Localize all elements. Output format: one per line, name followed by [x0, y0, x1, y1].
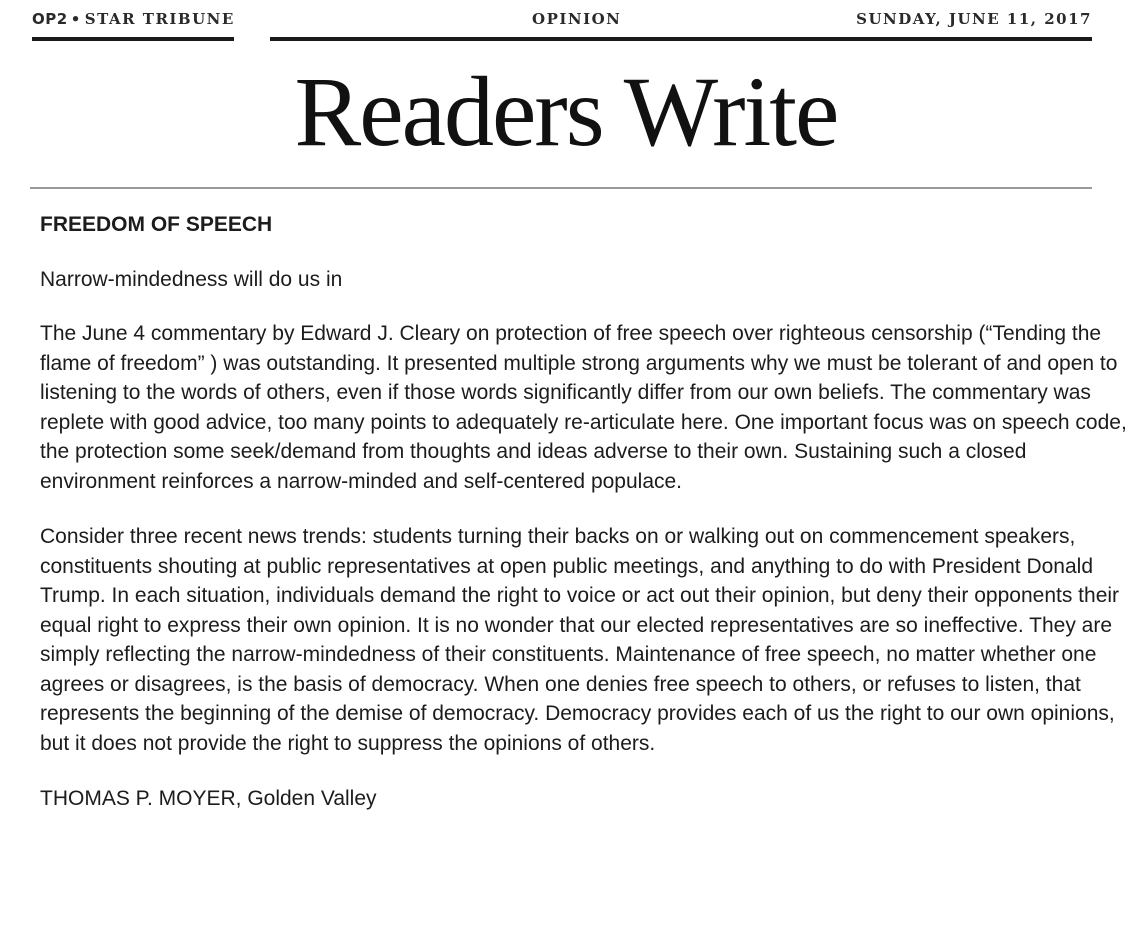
masthead-separator: •	[70, 10, 82, 28]
letter-subhead: Narrow-mindedness will do us in	[40, 267, 343, 291]
section-name: OPINION	[532, 10, 622, 28]
letter-paragraph-1: The June 4 commentary by Edward J. Cleary on protection of free speech over righteous censorship (“Tending the flame of freedom” ) was outstanding. It presented multiple strong arguments why we must be tolerant of and open to listening to the words of others, even if those words significantly differ from our own beliefs. The commentary was replete with good advice, too many points to adequately re-articulate here. One important focus was on speech code, the protection some seek/demand from thoughts and ideas adverse to their own. Sustaining such a closed environment reinforces a narrow-minded and self-centered populace.	[40, 322, 1127, 493]
letter-section-title: FREEDOM OF SPEECH	[40, 213, 273, 236]
page-number: OP2	[32, 10, 68, 28]
masthead-rule	[32, 37, 1092, 41]
page-headline: Readers Write	[294, 56, 838, 167]
letter-article	[40, 210, 1130, 814]
masthead-left	[32, 10, 235, 28]
headline-divider	[30, 187, 1092, 189]
masthead	[32, 10, 1092, 34]
publication-date: SUNDAY, JUNE 11, 2017	[856, 10, 1092, 28]
masthead-rule-gap	[234, 36, 270, 42]
publication-name: STAR TRIBUNE	[84, 10, 235, 28]
letter-signature: THOMAS P. MOYER, Golden Valley	[40, 787, 377, 810]
letter-paragraph-2: Consider three recent news trends: students turning their backs on or walking out on commencement speakers, constituents shouting at public representatives at open public meetings, and anything to do with President Donald Trump. In each situation, individuals demand the right to voice or act out their opinion, but deny their opponents their equal right to express their own opinion. It is no wonder that our elected representatives are so ineffective. They are simply reflecting the narrow-mindedness of their constituents. Maintenance of free speech, no matter whether one agrees or disagrees, is the basis of democracy. When one denies free speech to others, or refuses to listen, that represents the beginning of the demise of democracy. Democracy provides each of us the right to our own opinions, but it does not provide the right to suppress the opinions of others.	[40, 525, 1120, 755]
